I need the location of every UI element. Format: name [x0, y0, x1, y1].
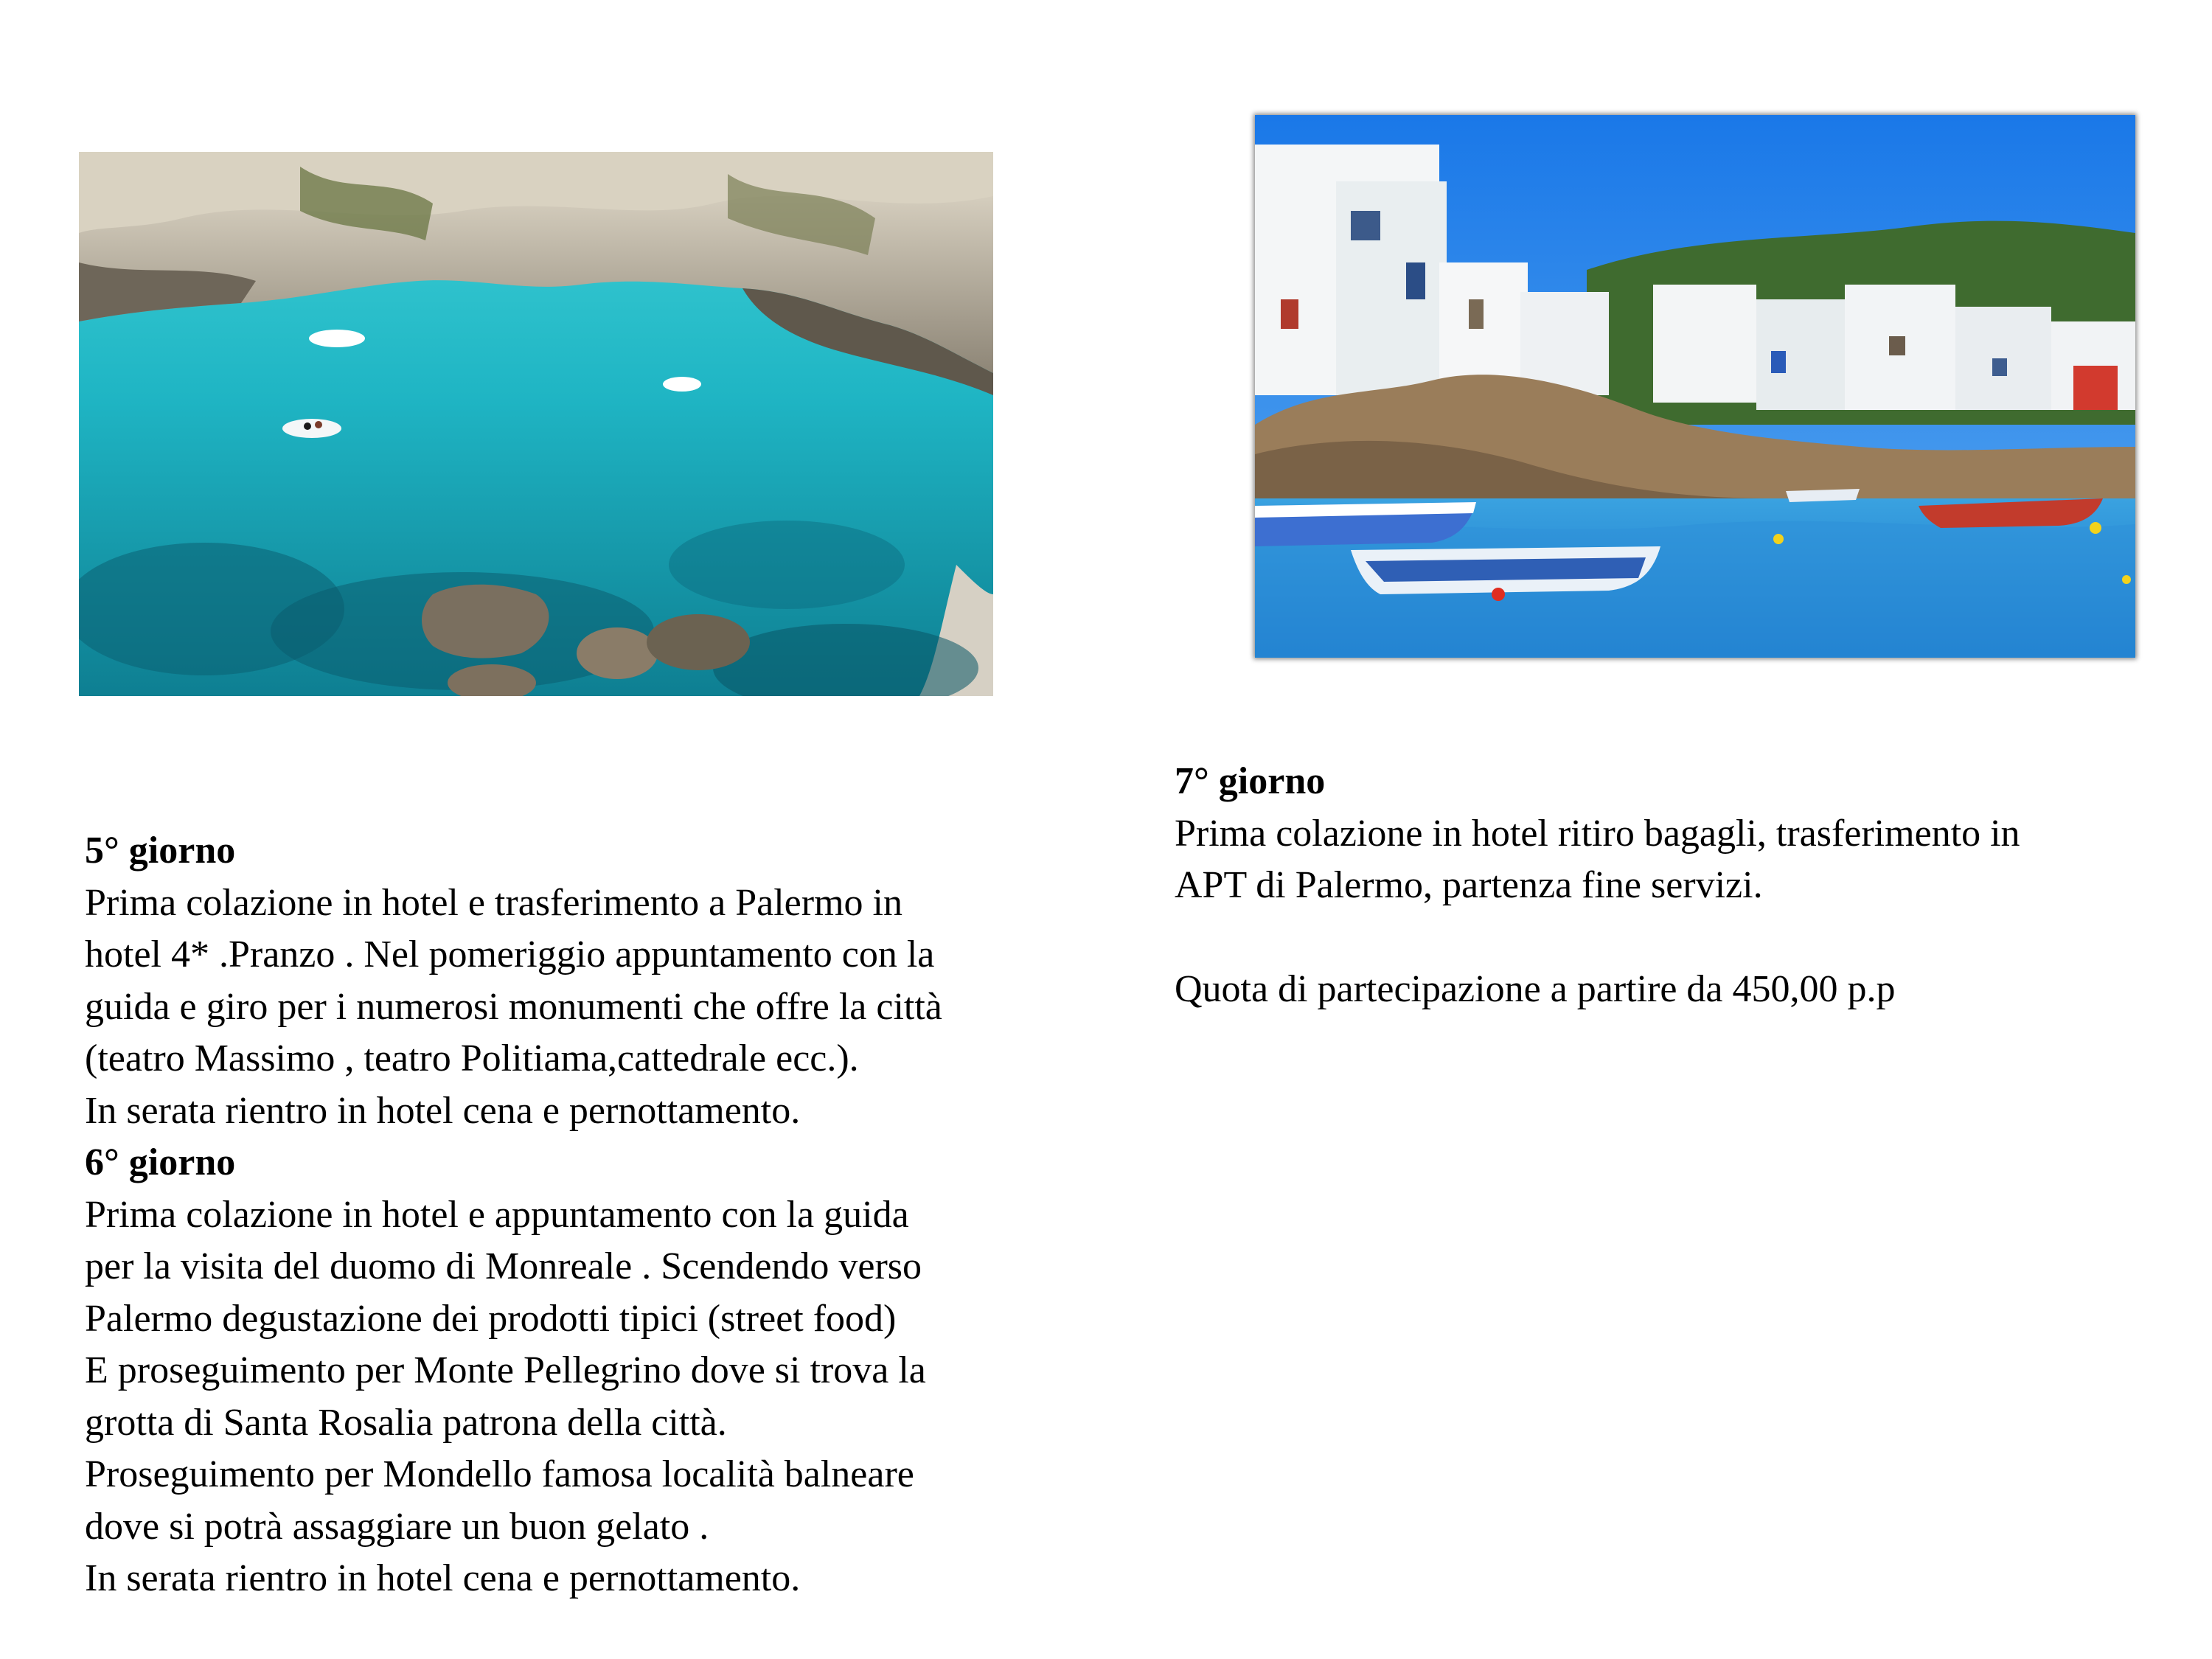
- day6-line-2: per la visita del duomo di Monreale . Scendendo verso: [85, 1245, 922, 1287]
- itinerary-left-column: [85, 825, 942, 1605]
- day6-line-8: In serata rientro in hotel cena e pernottamento.: [85, 1557, 801, 1599]
- day5-line-5: In serata rientro in hotel cena e pernottamento.: [85, 1089, 801, 1132]
- day5-title: 5° giorno: [85, 830, 236, 872]
- itinerary-right-column: [1175, 756, 2020, 1016]
- day5-line-2: hotel 4* .Pranzo . Nel pomeriggio appuntamento con la: [85, 933, 935, 975]
- day6-line-1: Prima colazione in hotel e appuntamento con la guida: [85, 1193, 909, 1236]
- day7-line-2: APT di Palermo, partenza fine servizi.: [1175, 864, 1763, 906]
- day6-title: 6° giorno: [85, 1141, 236, 1183]
- day5-line-4: (teatro Massimo , teatro Politiama,cattedrale ecc.).: [85, 1037, 859, 1079]
- day6-line-4: E proseguimento per Monte Pellegrino dove si trova la: [85, 1349, 926, 1391]
- day6-line-5: grotta di Santa Rosalia patrona della città.: [85, 1401, 727, 1444]
- cove-photo: [79, 152, 993, 696]
- day5-line-3: guida e giro per i numerosi monumenti che offre la città: [85, 985, 942, 1028]
- day6-line-3: Palermo degustazione dei prodotti tipici (street food): [85, 1297, 897, 1340]
- price-line: Quota di partecipazione a partire da 450,00 p.p: [1175, 968, 1896, 1010]
- day6-line-7: dove si potrà assaggiare un buon gelato .: [85, 1505, 709, 1548]
- blank-spacer: [1175, 912, 2020, 964]
- harbour-photo: [1255, 115, 2135, 658]
- day7-title: 7° giorno: [1175, 760, 1326, 802]
- day7-line-1: Prima colazione in hotel ritiro bagagli, trasferimento in: [1175, 812, 2020, 855]
- day5-line-1: Prima colazione in hotel e trasferimento a Palermo in: [85, 881, 902, 924]
- day6-line-6: Proseguimento per Mondello famosa località balneare: [85, 1453, 914, 1495]
- cove-photo-graphic: [79, 152, 993, 696]
- harbour-photo-graphic: [1255, 115, 2135, 658]
